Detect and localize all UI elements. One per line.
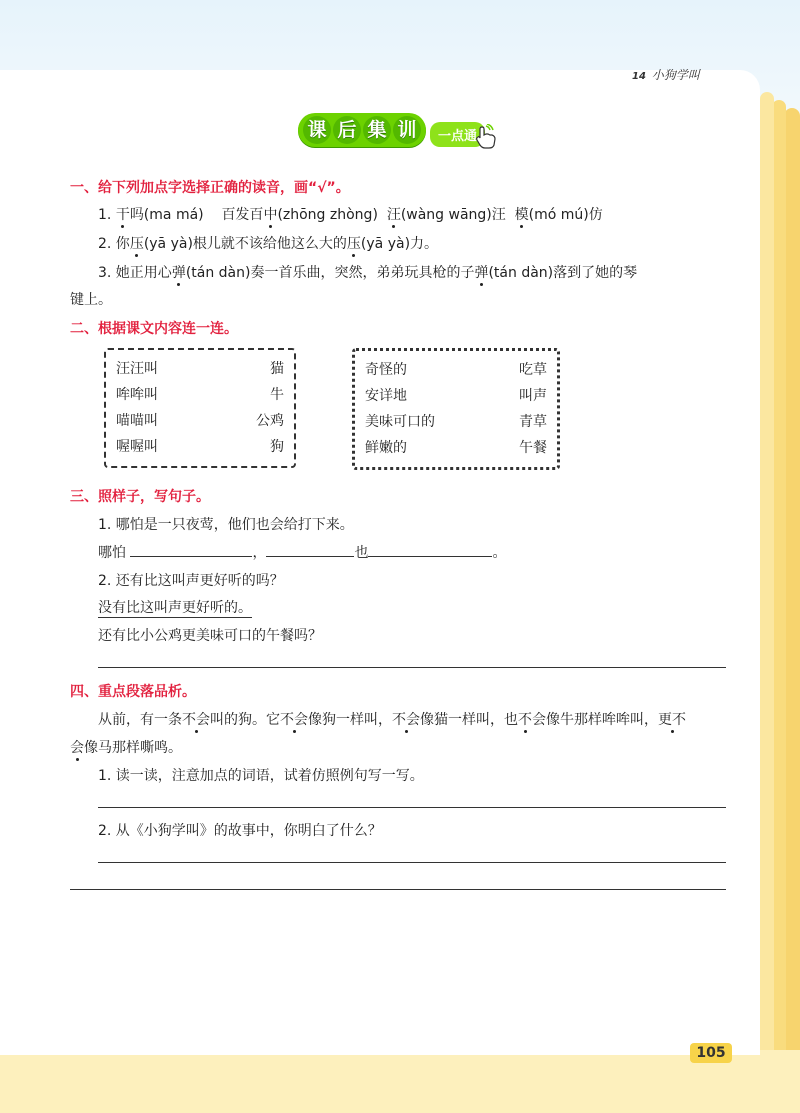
match-row <box>116 356 284 382</box>
match-row <box>116 382 284 408</box>
match-item[interactable]: 奇怪的 <box>365 362 407 378</box>
dotted-char: 弹 <box>474 265 489 281</box>
pointing-hand-icon <box>474 124 500 150</box>
matching-box-left <box>104 348 296 468</box>
match-row <box>116 408 284 434</box>
match-row <box>116 434 284 460</box>
answer-line[interactable] <box>98 862 726 863</box>
bottom-background <box>0 1050 800 1113</box>
section-4-title: 四、重点段落品析。 <box>70 684 196 700</box>
answer-blank-1[interactable] <box>130 542 252 557</box>
answer-line[interactable] <box>70 889 726 890</box>
banner-pill <box>298 113 426 147</box>
dotted-word: 会 <box>70 740 84 756</box>
matching-box-right <box>352 348 560 470</box>
banner-char: 课 <box>303 116 331 144</box>
match-item[interactable]: 午餐 <box>519 440 547 456</box>
section-3-title: 三、照样子，写句子。 <box>70 489 210 505</box>
match-item[interactable]: 喔喔叫 <box>116 439 158 455</box>
running-header <box>632 66 700 83</box>
dotted-char: 模 <box>514 207 529 223</box>
question-1-3-cont: 键上。 <box>70 292 112 308</box>
question-1-2: 2. 你压(yā yà)根儿就不该给他这么大的压(yā yà)力。 <box>98 236 439 252</box>
dotted-word: 不会 <box>182 712 210 728</box>
page-edge <box>784 108 800 1108</box>
question-4-1: 1. 读一读，注意加点的词语，试着仿照例句写一写。 <box>98 768 424 784</box>
match-item[interactable]: 青草 <box>519 414 547 430</box>
question-4-2: 2. 从《小狗学叫》的故事中，你明白了什么？ <box>98 823 382 839</box>
match-item[interactable]: 喵喵叫 <box>116 413 158 429</box>
match-row <box>365 383 547 409</box>
question-1-3: 3. 她正用心弹(tán dàn)奏一首乐曲，突然，弟弟玩具枪的子弹(tán dàn)落到了她的琴 <box>98 265 638 281</box>
match-item[interactable]: 汪汪叫 <box>116 361 158 377</box>
banner-char: 后 <box>333 116 361 144</box>
dotted-word: 不会 <box>280 712 308 728</box>
answer-line[interactable] <box>98 667 726 668</box>
dotted-char: 弹 <box>171 265 186 281</box>
banner-char: 训 <box>393 116 421 144</box>
match-item[interactable]: 叫声 <box>519 388 547 404</box>
question-3-2: 2. 还有比这叫声更好听的吗？ <box>98 573 284 589</box>
dotted-word: 更不 <box>658 712 686 728</box>
match-item[interactable]: 狗 <box>270 439 284 455</box>
dotted-word: 也不会 <box>504 712 546 728</box>
page-edge <box>772 100 786 1100</box>
section-2-title: 二、根据课文内容连一连。 <box>70 321 238 337</box>
match-item[interactable]: 猫 <box>270 361 284 377</box>
page-edge <box>760 92 774 1092</box>
passage-line-1: 从前，有一条不会叫的狗。它不会像狗一样叫，不会像猫一样叫，也不会像牛那样哞哞叫，更不 <box>98 712 686 728</box>
passage-line-2: 会像马那样嘶鸣。 <box>70 740 182 756</box>
dotted-word: 不会 <box>392 712 420 728</box>
section-1-title: 一、给下列加点字选择正确的读音，画“√”。 <box>70 180 350 196</box>
page-number: 105 <box>690 1043 732 1063</box>
example-answer: 没有比这叫声更好听的。 <box>98 600 252 616</box>
lesson-title: 小狗学叫 <box>651 68 700 82</box>
dotted-char: 压 <box>129 236 144 252</box>
dotted-char: 中 <box>263 207 278 223</box>
banner-subtitle: 一点通 <box>430 122 485 147</box>
match-item[interactable]: 美味可口的 <box>365 414 435 430</box>
answer-blank-2[interactable] <box>266 542 354 557</box>
dotted-char: 干 <box>115 207 130 223</box>
match-row <box>365 357 547 383</box>
match-row <box>365 435 547 461</box>
match-item[interactable]: 公鸡 <box>256 413 284 429</box>
match-item[interactable]: 哞哞叫 <box>116 387 158 403</box>
lesson-number: 14 <box>632 71 646 82</box>
question-3-1: 1. 哪怕是一只夜莺，他们也会给打下来。 <box>98 517 354 533</box>
question-3-2-task: 还有比小公鸡更美味可口的午餐吗？ <box>98 628 322 644</box>
answer-line[interactable] <box>98 807 726 808</box>
banner-char: 集 <box>363 116 391 144</box>
dotted-char: 压 <box>346 236 361 252</box>
answer-blank-3[interactable] <box>368 542 492 557</box>
match-item[interactable]: 吃草 <box>519 362 547 378</box>
question-1-1: 1. 干吗(ma má) 百发百中(zhōng zhòng) 汪(wàng wāng)汪 模(mó mú)仿 <box>98 207 603 223</box>
match-row <box>365 409 547 435</box>
dotted-char: 汪 <box>386 207 401 223</box>
match-item[interactable]: 鲜嫩的 <box>365 440 407 456</box>
fill-sentence: 哪怕 ， 也 。 <box>98 542 506 562</box>
match-item[interactable]: 牛 <box>270 387 284 403</box>
banner <box>298 110 485 150</box>
match-item[interactable]: 安详地 <box>365 388 407 404</box>
